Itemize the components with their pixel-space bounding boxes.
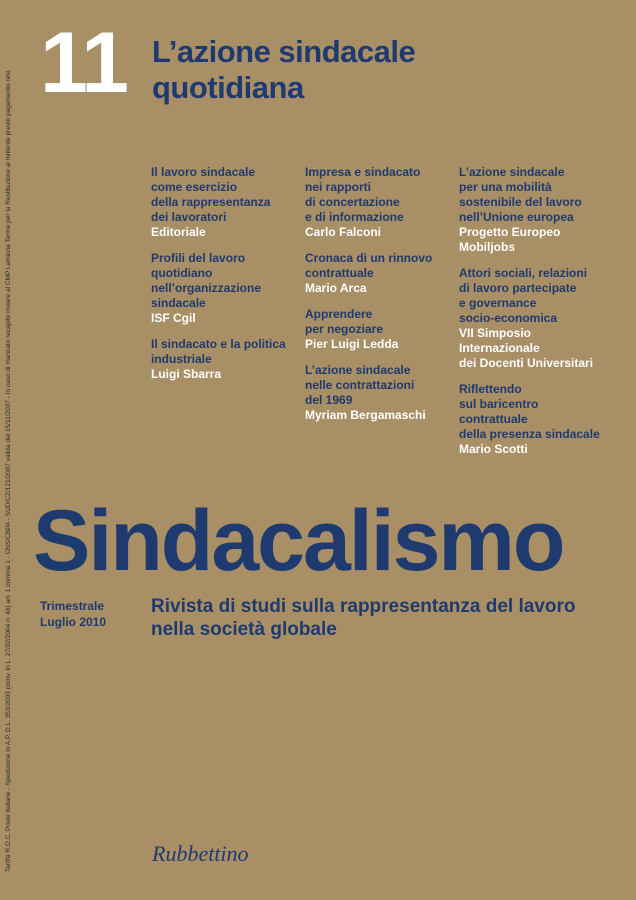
postal-notice: Tariffa R.O.C. Poste Italiane - Spedizione in A.P. D.L. 353/2003 (conv. in L. 27/02/2004 n. 46) art. 1 comma 1 - CNS/CBPA - SUD/CZ/121/2007 valida dal 15/11/2007 - In caso di mancato recapito inviare al CMP Lamezia Terme per la Restituzione al mittente previo pagamento resi. (5, 69, 12, 872)
toc-entry (305, 363, 455, 423)
toc-entry (305, 251, 455, 296)
issue-date: Luglio 2010 (40, 615, 107, 629)
toc-entry (305, 307, 455, 352)
toc-entry-author: VII Simposio Internazionale dei Docenti Universitari (459, 326, 594, 370)
toc-entry-title: Apprendere per negoziare (305, 307, 384, 336)
toc-entry (459, 266, 624, 371)
toc-entry (151, 251, 301, 326)
toc-entry (151, 165, 301, 240)
toc-entry-author: ISF Cgil (151, 311, 196, 325)
toc-column-2 (305, 165, 455, 434)
toc-entry-title: L’azione sindacale nelle contrattazioni del 1969 (305, 363, 415, 407)
toc-entry-title: Il sindacato e la politica industriale (151, 337, 286, 366)
toc-entry-author: Editoriale (151, 225, 206, 239)
toc-column-3 (459, 165, 624, 468)
toc-entry-title: Cronaca di un rinnovo contrattuale (305, 251, 433, 280)
toc-entry (459, 165, 624, 255)
publisher-logo: Rubbettino (152, 841, 249, 866)
toc-entry-author: Pier Luigi Ledda (305, 337, 399, 351)
toc-entry-title: Riflettendo sul baricentro contrattuale della presenza sindacale (459, 382, 600, 441)
toc-entry-author: Carlo Falconi (305, 225, 382, 239)
masthead-subtitle: Rivista di studi sulla rappresentanza del lavoro nella società globale (151, 596, 576, 640)
toc-entry-title: Impresa e sindacato nei rapporti di concertazione e di informazione (305, 165, 421, 224)
toc-entry-title: Attori sociali, relazioni di lavoro partecipate e governance socio-economica (459, 266, 588, 325)
issue-title: L’azione sindacale quotidiana (152, 34, 416, 105)
toc-entry (305, 165, 455, 240)
toc-column-1 (151, 165, 301, 393)
masthead-title: Sindacalismo (33, 493, 564, 589)
toc-entry (151, 337, 301, 382)
periodicity: Trimestrale (40, 599, 105, 613)
toc-entry-title: Il lavoro sindacale come esercizio della rappresentanza dei lavoratori (151, 165, 271, 224)
toc-entry-title: Profili del lavoro quotidiano nell’organizzazione sindacale (151, 251, 262, 310)
toc-entry-author: Myriam Bergamaschi (305, 408, 426, 422)
toc-entry-author: Mario Scotti (459, 442, 528, 456)
toc-entry-author: Mario Arca (305, 281, 367, 295)
toc-entry-author: Luigi Sbarra (151, 367, 222, 381)
issue-number: 11 (40, 15, 127, 111)
issue-info (40, 598, 106, 630)
toc-entry-title: L’azione sindacale per una mobilità sostenibile del lavoro nell’Unione europea (459, 165, 582, 224)
toc-entry-author: Progetto Europeo Mobiljobs (459, 225, 561, 254)
toc-entry (459, 382, 624, 457)
